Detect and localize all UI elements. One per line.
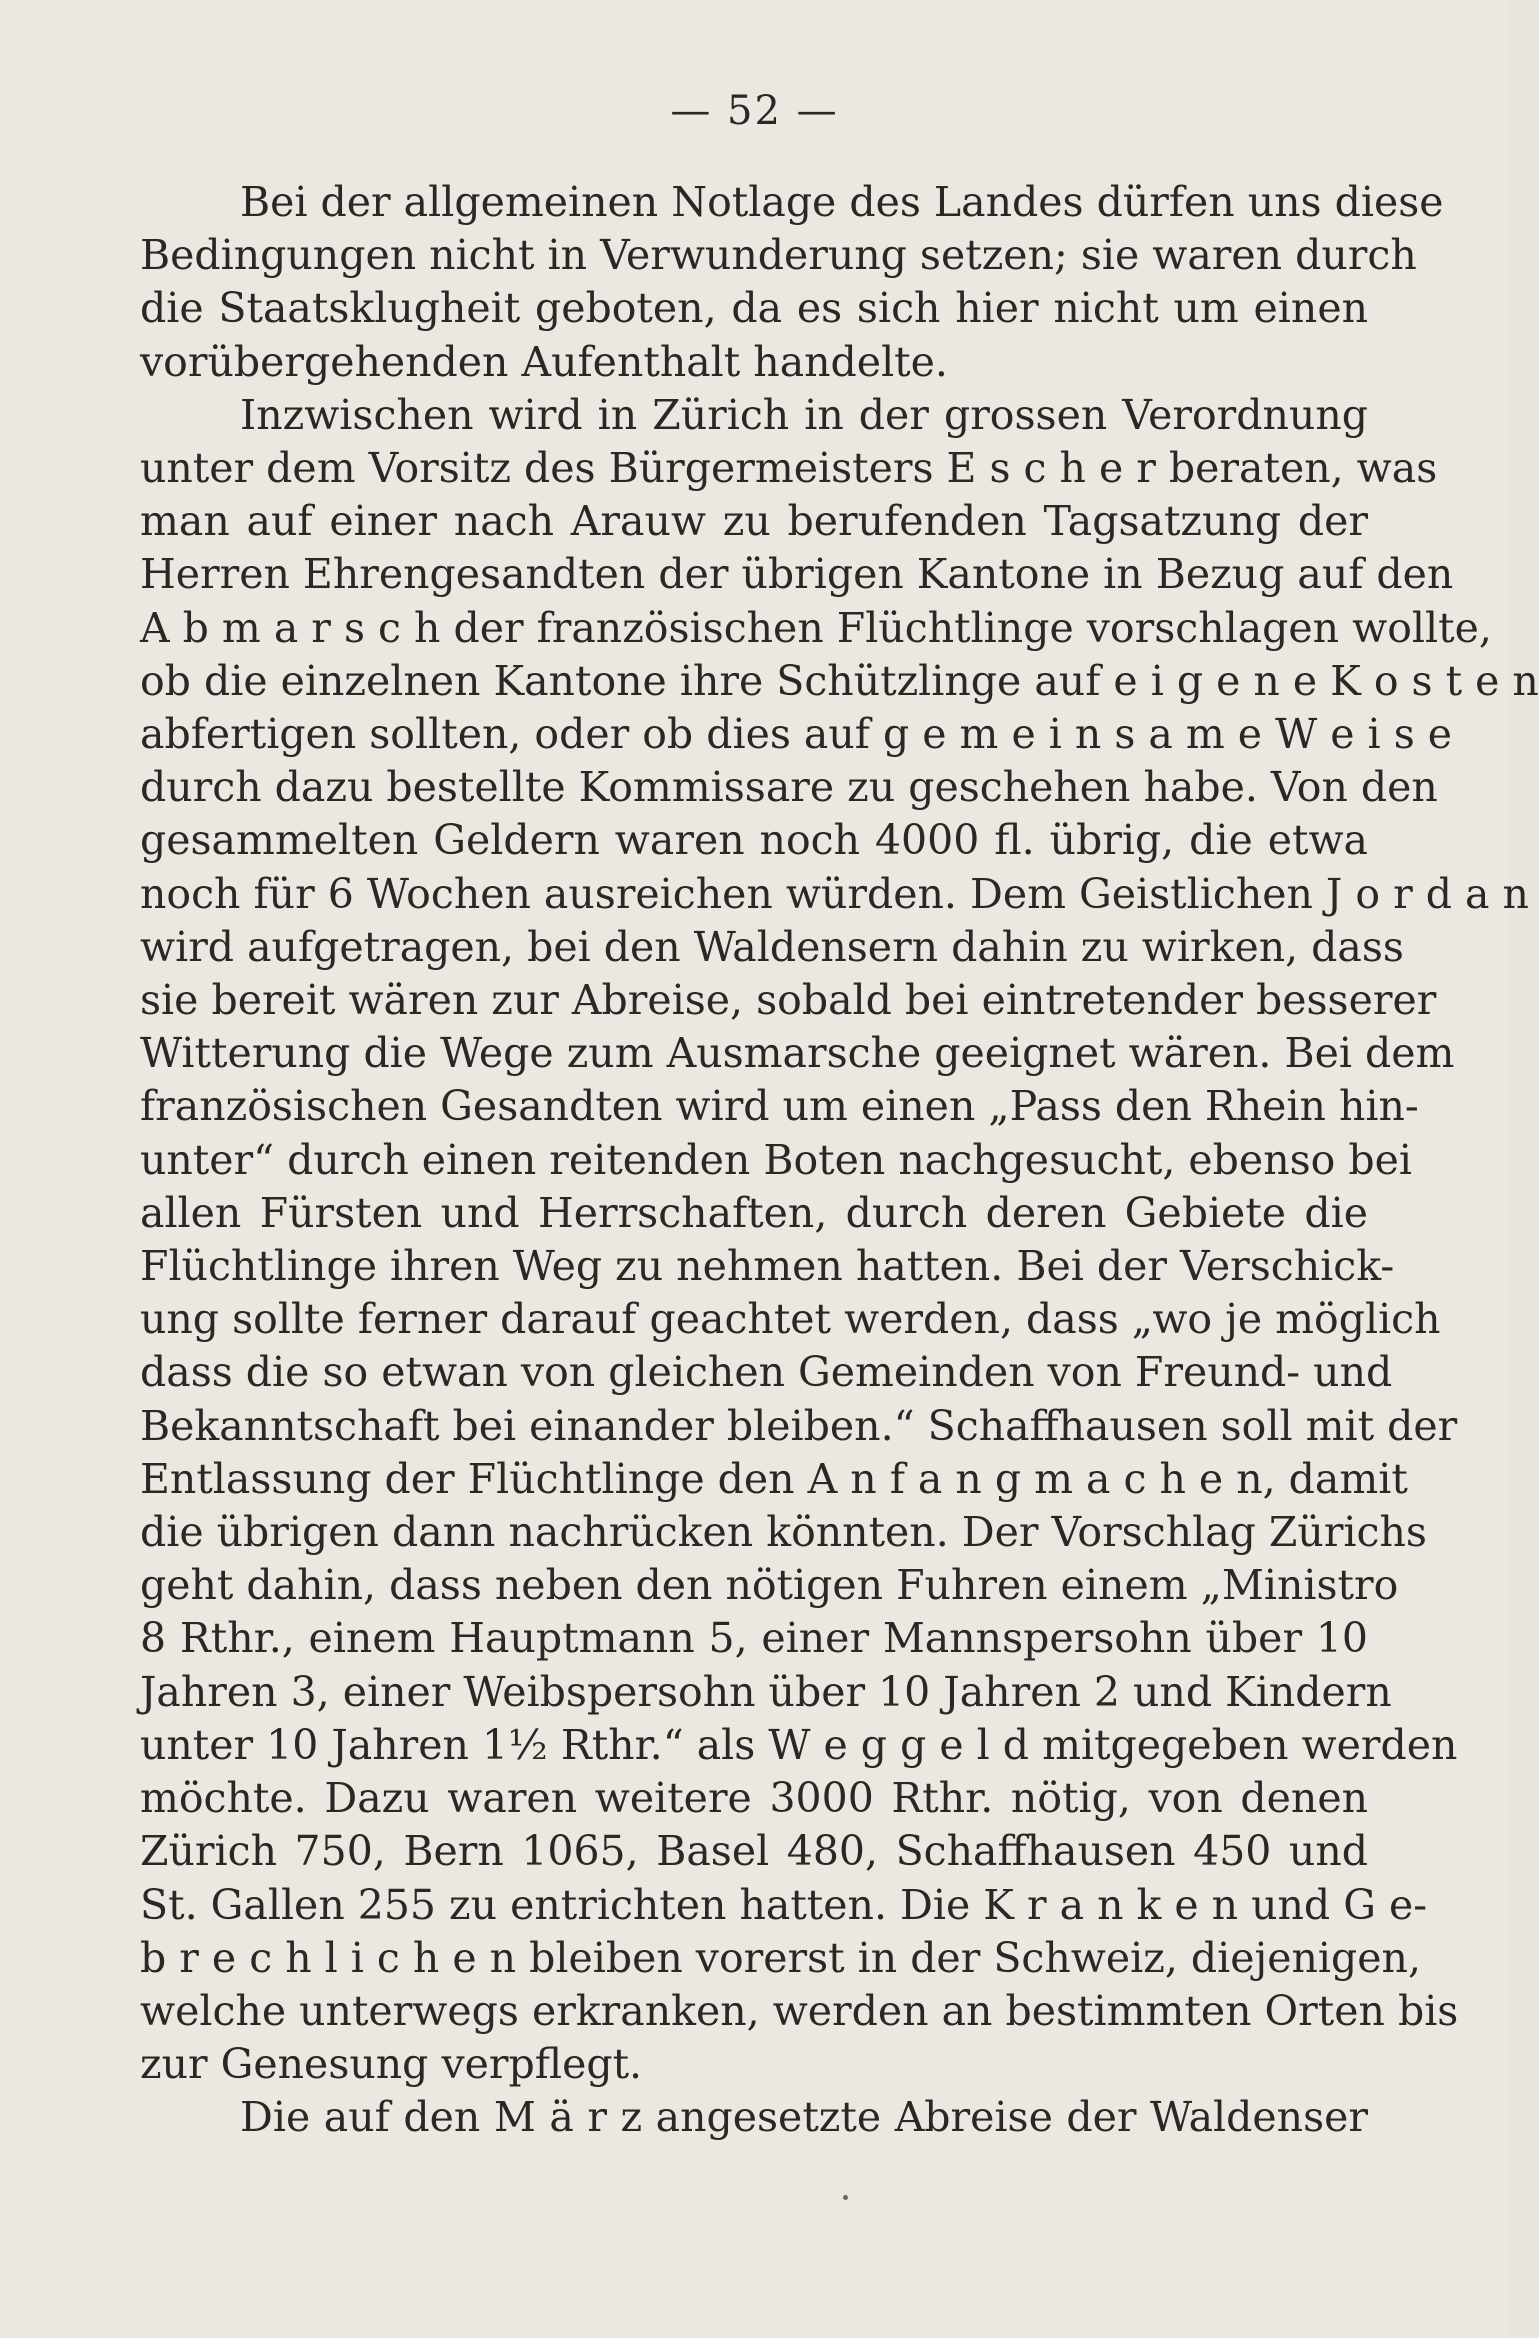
text-line: Die auf den M ä r z angesetzte Abreise der Waldenser: [240, 2093, 1368, 2142]
text-line: Bekanntschaft bei einander bleiben.“ Schaffhausen soll mit der: [140, 1401, 1458, 1450]
text-line: welche unterwegs erkranken, werden an bestimmten Orten bis: [140, 1986, 1459, 2035]
text-line: die übrigen dann nachrücken könnten. Der Vorschlag Zürichs: [140, 1508, 1427, 1557]
text-line: ung sollte ferner darauf geachtet werden, dass „wo je möglich: [140, 1295, 1441, 1344]
text-line: Inzwischen wird in Zürich in der grossen Verordnung: [240, 390, 1368, 439]
text-line: Jahren 3, einer Weibspersohn über 10 Jahren 2 und Kindern: [140, 1667, 1392, 1716]
body-text: [140, 176, 1539, 2145]
text-line: Entlassung der Flüchtlinge den A n f a n g m a c h e n, damit: [140, 1454, 1408, 1503]
text-line: französischen Gesandten wird um einen „Pass den Rhein hin-: [140, 1082, 1419, 1131]
text-line: möchte. Dazu waren weitere 3000 Rthr. nötig, von denen: [140, 1774, 1368, 1823]
text-line: vorübergehenden Aufenthalt handelte.: [140, 337, 948, 386]
text-line: St. Gallen 255 zu entrichten hatten. Die K r a n k e n und G e-: [140, 1880, 1428, 1929]
text-line: Flüchtlinge ihren Weg zu nehmen hatten. Bei der Verschick-: [140, 1242, 1395, 1291]
text-line: unter 10 Jahren 1½ Rthr.“ als W e g g e l d mitgegeben werden: [140, 1720, 1458, 1769]
text-line: zur Genesung verpflegt.: [140, 2040, 643, 2089]
text-line: 8 Rthr., einem Hauptmann 5, einer Mannspersohn über 10: [140, 1614, 1368, 1663]
text-line: Witterung die Wege zum Ausmarsche geeignet wären. Bei dem: [140, 1029, 1455, 1078]
text-line: durch dazu bestellte Kommissare zu geschehen habe. Von den: [140, 763, 1438, 812]
text-line: Bedingungen nicht in Verwunderung setzen; sie waren durch: [140, 231, 1417, 280]
text-line: Zürich 750, Bern 1065, Basel 480, Schaffhausen 450 und: [140, 1827, 1368, 1876]
text-line: noch für 6 Wochen ausreichen würden. Dem Geistlichen J o r d a n: [140, 869, 1529, 918]
text-line: geht dahin, dass neben den nötigen Fuhren einem „Ministro: [140, 1561, 1399, 1610]
text-line: sie bereit wären zur Abreise, sobald bei eintretender besserer: [140, 976, 1437, 1025]
text-line: ob die einzelnen Kantone ihre Schützlinge auf e i g e n e K o s t e n: [140, 656, 1539, 705]
text-line: abfertigen sollten, oder ob dies auf g e m e i n s a m e W e i s e: [140, 710, 1453, 759]
text-line: unter“ durch einen reitenden Boten nachgesucht, ebenso bei: [140, 1135, 1412, 1184]
text-line: die Staatsklugheit geboten, da es sich hier nicht um einen: [140, 284, 1368, 333]
text-line: dass die so etwan von gleichen Gemeinden von Freund- und: [140, 1348, 1393, 1397]
text-line: b r e c h l i c h e n bleiben vorerst in der Schweiz, diejenigen,: [140, 1933, 1421, 1982]
text-line: Herren Ehrengesandten der übrigen Kantone in Bezug auf den: [140, 550, 1454, 599]
print-speck: [843, 2195, 848, 2200]
text-line: wird aufgetragen, bei den Waldensern dahin zu wirken, dass: [140, 922, 1404, 971]
text-line: gesammelten Geldern waren noch 4000 fl. übrig, die etwa: [140, 816, 1368, 865]
page-number: — 52 —: [670, 88, 839, 134]
text-line: man auf einer nach Arauw zu berufenden Tagsatzung der: [140, 497, 1368, 546]
text-line: unter dem Vorsitz des Bürgermeisters E s c h e r beraten, was: [140, 444, 1438, 493]
text-line: Bei der allgemeinen Notlage des Landes dürfen uns diese: [240, 178, 1444, 226]
text-line: A b m a r s c h der französischen Flüchtlinge vorschlagen wollte,: [140, 603, 1492, 652]
text-line: allen Fürsten und Herrschaften, durch deren Gebiete die: [140, 1188, 1368, 1237]
